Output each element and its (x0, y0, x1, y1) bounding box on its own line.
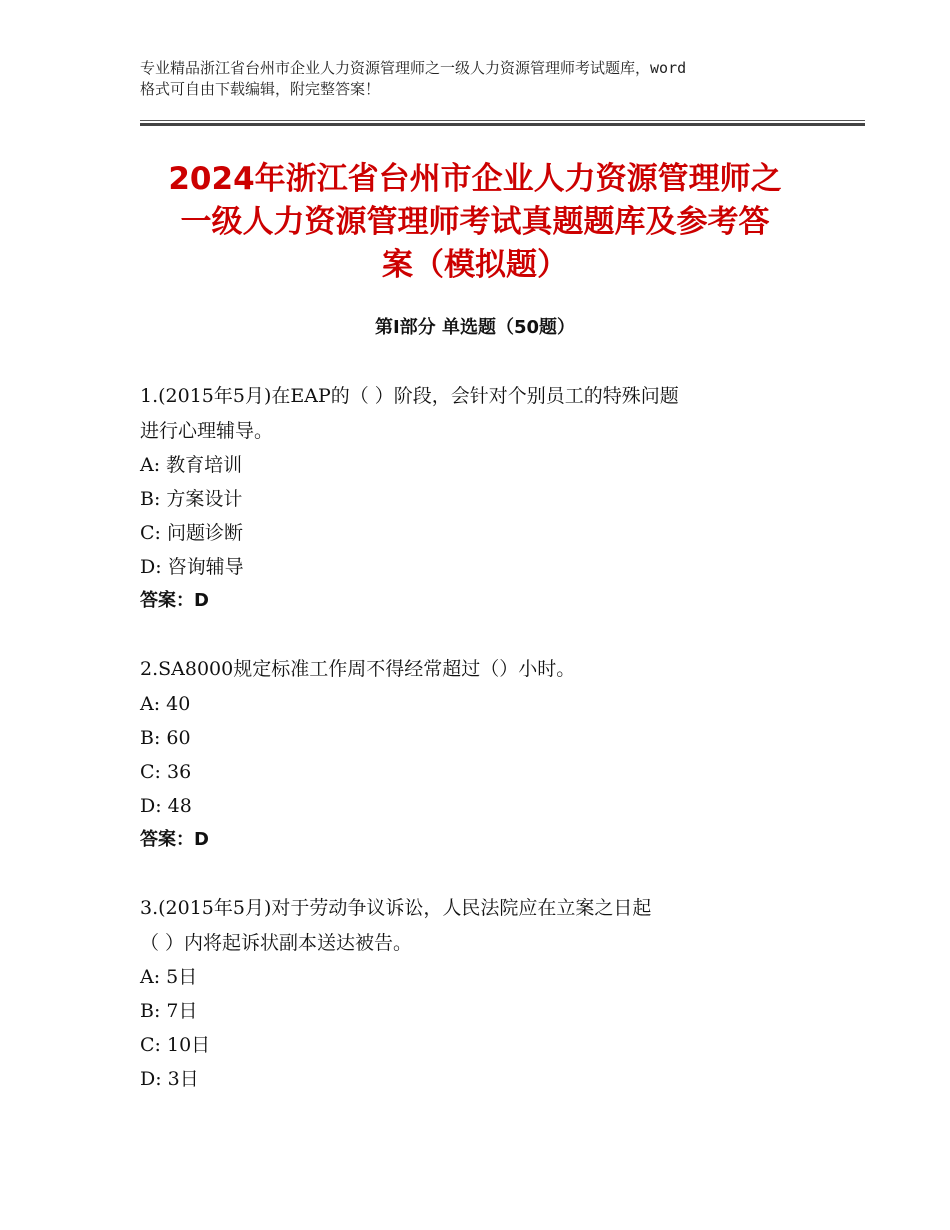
question-1-option-b: B: 方案设计 (140, 488, 243, 510)
question-1-stem-line-1: 1.(2015年5月)在EAP的（ ）阶段，会针对个别员工的特殊问题 (140, 385, 679, 407)
section-heading: 第Ⅰ部分 单选题（50题） (374, 317, 575, 338)
question-3-stem-line-2: （ ）内将起诉状副本送达被告。 (140, 932, 413, 954)
header-note-line-2: 格式可自由下载编辑，附完整答案！ (140, 80, 381, 98)
question-1-option-a: A: 教育培训 (140, 454, 243, 476)
question-3-stem-line-1: 3.(2015年5月)对于劳动争议诉讼，人民法院应在立案之日起 (140, 897, 652, 919)
question-2-option-c: C: 36 (140, 761, 192, 783)
question-3-option-b: B: 7日 (140, 1000, 198, 1022)
header-divider-thick (140, 123, 865, 126)
question-3-option-c: C: 10日 (140, 1034, 211, 1056)
title-line-1: 2024年浙江省台州市企业人力资源管理师之 (168, 161, 782, 197)
question-1-option-d: D: 咨询辅导 (140, 556, 244, 578)
question-2-option-b: B: 60 (140, 727, 191, 749)
header-note-line-1: 专业精品浙江省台州市企业人力资源管理师之一级人力资源管理师考试题库，word (140, 59, 687, 77)
question-1-answer: 答案：D (140, 590, 209, 611)
question-2-option-a: A: 40 (140, 693, 191, 715)
question-2-option-d: D: 48 (140, 795, 192, 817)
document-title (120, 158, 830, 287)
question-3-option-d: D: 3日 (140, 1068, 199, 1090)
question-3-option-a: A: 5日 (140, 966, 198, 988)
question-1-option-c: C: 问题诊断 (140, 522, 243, 544)
header-note (140, 58, 830, 100)
question-2-answer: 答案：D (140, 829, 209, 850)
header-divider-thin (140, 120, 865, 121)
question-2-stem-line-1: 2.SA8000规定标准工作周不得经常超过（）小时。 (140, 658, 576, 680)
question-1-stem-line-2: 进行心理辅导。 (140, 420, 274, 442)
title-line-2: 一级人力资源管理师考试真题题库及参考答 (180, 204, 770, 240)
title-line-3: 案（模拟题） (382, 247, 568, 283)
